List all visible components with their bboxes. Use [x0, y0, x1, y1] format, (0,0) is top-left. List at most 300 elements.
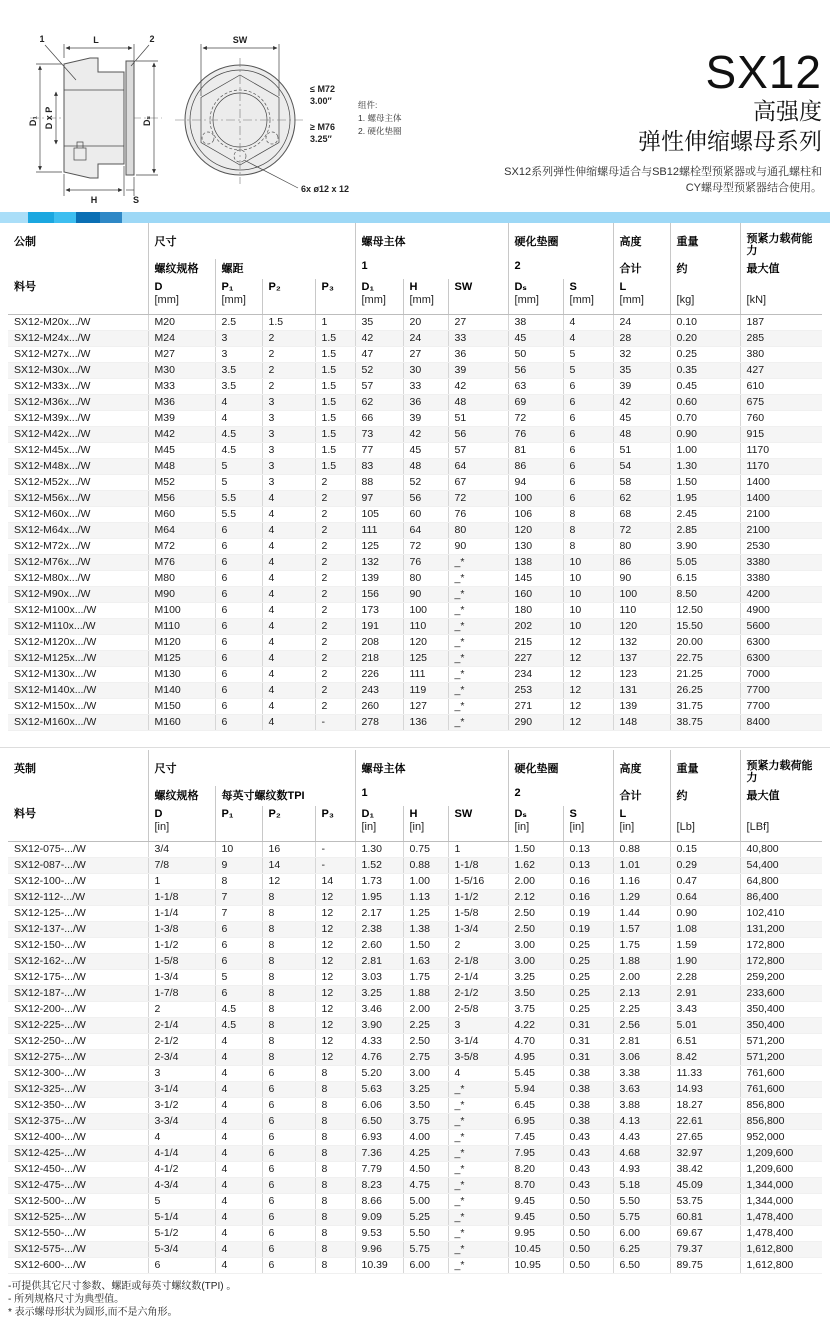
- cell: 6: [215, 938, 262, 954]
- cell: 6: [215, 635, 262, 651]
- cell: 27: [403, 347, 448, 363]
- cell: 14.93: [670, 1082, 740, 1098]
- col-header-weight: [kg]: [670, 279, 740, 315]
- cell: 1.30: [670, 459, 740, 475]
- cell: 8: [262, 1018, 315, 1034]
- cell: 8: [262, 938, 315, 954]
- part-number-cell: SX12-M110x.../W: [8, 619, 148, 635]
- cell: 2-1/4: [148, 1018, 215, 1034]
- cell: 8: [563, 523, 613, 539]
- cell: 3.00: [508, 954, 563, 970]
- cell: _*: [448, 1210, 508, 1226]
- cell: 5.00: [403, 1194, 448, 1210]
- cell: 6: [262, 1066, 315, 1082]
- cell: 26.25: [670, 683, 740, 699]
- cell: 4: [215, 1226, 262, 1242]
- cell: 0.20: [670, 331, 740, 347]
- col-header-d1: D₁ [in]: [355, 806, 403, 842]
- cell: 6: [262, 1226, 315, 1242]
- cell: 4200: [740, 587, 822, 603]
- cell: 7700: [740, 683, 822, 699]
- cell: _*: [448, 1226, 508, 1242]
- table-row: [8, 1002, 822, 1018]
- cell: _*: [448, 1146, 508, 1162]
- table-row: [8, 491, 822, 507]
- cell: 3.88: [613, 1098, 670, 1114]
- part-number-cell: SX12-M160x.../W: [8, 715, 148, 731]
- cell: 8: [315, 1162, 355, 1178]
- cell: 2.12: [508, 890, 563, 906]
- cell: 1.73: [355, 874, 403, 890]
- cell: 2.00: [508, 874, 563, 890]
- cell: 1-3/8: [148, 922, 215, 938]
- part-number-cell: SX12-M52x.../W: [8, 475, 148, 491]
- cell: 4.33: [355, 1034, 403, 1050]
- cell: 11.33: [670, 1066, 740, 1082]
- imperial-weight-sub-header: 约: [670, 786, 740, 806]
- cell: 4-1/4: [148, 1146, 215, 1162]
- footnotes: [8, 1280, 830, 1319]
- cell: 72: [403, 539, 448, 555]
- cell: 2.5: [215, 315, 262, 331]
- part-number-cell: SX12-075-.../W: [8, 842, 148, 858]
- part-number-cell: SX12-162-.../W: [8, 954, 148, 970]
- cell: 180: [508, 603, 563, 619]
- cell: 2.50: [508, 906, 563, 922]
- cell: 675: [740, 395, 822, 411]
- cell: 88: [355, 475, 403, 491]
- table-row: [8, 1194, 822, 1210]
- table-row: [8, 1226, 822, 1242]
- cell: 4900: [740, 603, 822, 619]
- cell: 97: [355, 491, 403, 507]
- cell: 0.88: [403, 858, 448, 874]
- cell: 9.45: [508, 1194, 563, 1210]
- table-row: [8, 315, 822, 331]
- cell: 4: [215, 1242, 262, 1258]
- cell: 33: [403, 379, 448, 395]
- part-number-cell: SX12-M125x.../W: [8, 651, 148, 667]
- cell: 1.5: [315, 347, 355, 363]
- cell: 6: [262, 1082, 315, 1098]
- part-number-cell: SX12-M27x.../W: [8, 347, 148, 363]
- cell: 4: [215, 1098, 262, 1114]
- cell: 3.50: [508, 986, 563, 1002]
- cell: 6: [215, 603, 262, 619]
- cell: 3: [215, 347, 262, 363]
- cell: 38: [508, 315, 563, 331]
- cell: 7700: [740, 699, 822, 715]
- size-note-le-in: 3.00″: [310, 96, 332, 106]
- part-number-cell: SX12-150-.../W: [8, 938, 148, 954]
- cell: 2-3/4: [148, 1050, 215, 1066]
- cell: 3-3/4: [148, 1114, 215, 1130]
- cell: 6: [563, 379, 613, 395]
- cell: 4: [215, 1050, 262, 1066]
- cell: 69: [508, 395, 563, 411]
- cell: 6: [215, 715, 262, 731]
- front-view: [175, 35, 349, 194]
- cell: 1.62: [508, 858, 563, 874]
- technical-drawing: [12, 28, 422, 213]
- cell: 271: [508, 699, 563, 715]
- cell: 856,800: [740, 1114, 822, 1130]
- cell: 60.81: [670, 1210, 740, 1226]
- cell: 3.03: [355, 970, 403, 986]
- cell: 4-1/2: [148, 1162, 215, 1178]
- table-row: [8, 699, 822, 715]
- cell: 53.75: [670, 1194, 740, 1210]
- dim-ds-label: Dₛ: [142, 116, 152, 126]
- cell: 4.5: [215, 1018, 262, 1034]
- table-row: [8, 571, 822, 587]
- cell: 10.45: [508, 1242, 563, 1258]
- part-number-cell: SX12-400-.../W: [8, 1130, 148, 1146]
- cell: 5: [215, 459, 262, 475]
- cell: 145: [508, 571, 563, 587]
- table-row: [8, 938, 822, 954]
- metric-preload-sub-header: 最大值: [740, 259, 822, 279]
- cell: 64,800: [740, 874, 822, 890]
- table-row: [8, 603, 822, 619]
- cell: 1170: [740, 459, 822, 475]
- cell: 139: [613, 699, 670, 715]
- cell: 8: [315, 1242, 355, 1258]
- page-title: SX12: [705, 46, 822, 98]
- cell: 2: [315, 651, 355, 667]
- cell: _*: [448, 667, 508, 683]
- cell: _*: [448, 683, 508, 699]
- dim-s-label: S: [132, 195, 140, 205]
- cell: M60: [148, 507, 215, 523]
- table-row: [8, 507, 822, 523]
- cell: 12: [315, 954, 355, 970]
- col-header-part-number: 料号: [8, 279, 148, 315]
- part-number-cell: SX12-M72x.../W: [8, 539, 148, 555]
- cell: 111: [355, 523, 403, 539]
- cell: 8: [262, 1050, 315, 1066]
- cell: 72: [448, 491, 508, 507]
- cell: 1.38: [403, 922, 448, 938]
- cell: 0.25: [563, 1002, 613, 1018]
- cell: 1-7/8: [148, 986, 215, 1002]
- cell: 6: [262, 1114, 315, 1130]
- imperial-thread-spec-header: 螺纹规格: [148, 786, 215, 806]
- cell: _*: [448, 651, 508, 667]
- cell: 32.97: [670, 1146, 740, 1162]
- cell: 6: [215, 699, 262, 715]
- cell: 120: [613, 619, 670, 635]
- cell: _*: [448, 1114, 508, 1130]
- dim-h-label: H: [90, 195, 98, 205]
- cell: 5.63: [355, 1082, 403, 1098]
- table-row: [8, 1050, 822, 1066]
- cell: 12: [315, 1034, 355, 1050]
- cell: 76: [448, 507, 508, 523]
- cell: 8: [315, 1226, 355, 1242]
- cell: 100: [403, 603, 448, 619]
- cell: M140: [148, 683, 215, 699]
- cell: 80: [448, 523, 508, 539]
- cell: 4.5: [215, 427, 262, 443]
- cell: 172,800: [740, 954, 822, 970]
- cell: 1-1/8: [148, 890, 215, 906]
- cell: 0.19: [563, 922, 613, 938]
- cell: 3: [262, 427, 315, 443]
- cell: 36: [448, 347, 508, 363]
- cell: 22.75: [670, 651, 740, 667]
- cell: 3.06: [613, 1050, 670, 1066]
- footnote-other-sizes: -可提供其它尺寸参数、螺距或每英寸螺纹数(TPI) 。: [8, 1281, 237, 1292]
- cell: 3-1/4: [148, 1082, 215, 1098]
- cell: 3.25: [355, 986, 403, 1002]
- cell: 8: [262, 890, 315, 906]
- cell: 8400: [740, 715, 822, 731]
- cell: 90: [613, 571, 670, 587]
- metric-table-body: [8, 315, 822, 731]
- cell: 3.38: [613, 1066, 670, 1082]
- cell: 1.5: [315, 427, 355, 443]
- size-note-le: ≤ M72: [310, 84, 335, 94]
- part-number-cell: SX12-300-.../W: [8, 1066, 148, 1082]
- part-number-cell: SX12-M42x.../W: [8, 427, 148, 443]
- cell: 3.25: [403, 1082, 448, 1098]
- cell: 12: [315, 890, 355, 906]
- cell: 0.16: [563, 890, 613, 906]
- cell: 10.95: [508, 1258, 563, 1274]
- cell: 10: [563, 603, 613, 619]
- part-number-cell: SX12-087-.../W: [8, 858, 148, 874]
- table-row: [8, 411, 822, 427]
- table-row: [8, 1258, 822, 1274]
- cell: 5.25: [403, 1210, 448, 1226]
- cell: 127: [403, 699, 448, 715]
- cell: 5.5: [215, 491, 262, 507]
- cell: 6: [215, 555, 262, 571]
- cell: 54: [613, 459, 670, 475]
- cell: 12: [563, 683, 613, 699]
- cell: 1.57: [613, 922, 670, 938]
- table-row: [8, 1114, 822, 1130]
- cell: 28: [613, 331, 670, 347]
- cell: 8: [262, 906, 315, 922]
- cell: 8: [315, 1082, 355, 1098]
- table-row: [8, 1098, 822, 1114]
- cell: 571,200: [740, 1050, 822, 1066]
- cell: 278: [355, 715, 403, 731]
- cell: 4: [215, 1146, 262, 1162]
- cell: 12: [262, 874, 315, 890]
- cell: 42: [613, 395, 670, 411]
- cell: 80: [613, 539, 670, 555]
- cell: 4: [215, 1162, 262, 1178]
- cell: 1.75: [613, 938, 670, 954]
- cell: 4.75: [403, 1178, 448, 1194]
- cell: 69.67: [670, 1226, 740, 1242]
- cell: 3-1/4: [448, 1034, 508, 1050]
- metric-nut-body-group-header: 螺母主体: [355, 223, 508, 259]
- part-number-cell: SX12-M150x.../W: [8, 699, 148, 715]
- cell: 3-5/8: [448, 1050, 508, 1066]
- cell: 21.25: [670, 667, 740, 683]
- cell: 12.50: [670, 603, 740, 619]
- cell: 0.25: [563, 954, 613, 970]
- cell: 6: [215, 667, 262, 683]
- cell: 3.46: [355, 1002, 403, 1018]
- cell: 1.63: [403, 954, 448, 970]
- cell: 8: [315, 1146, 355, 1162]
- cell: M110: [148, 619, 215, 635]
- imperial-section: [0, 747, 830, 1274]
- cell: 64: [448, 459, 508, 475]
- cell: 1.5: [262, 315, 315, 331]
- cell: 6: [262, 1242, 315, 1258]
- col-header-s: S [in]: [563, 806, 613, 842]
- cell: 125: [355, 539, 403, 555]
- cell: 3.00: [403, 1066, 448, 1082]
- imperial-height-sub-header: 合计: [613, 786, 670, 806]
- cell: 1.95: [355, 890, 403, 906]
- cell: 90: [448, 539, 508, 555]
- cell: 1400: [740, 491, 822, 507]
- size-note-ge-in: 3.25″: [310, 134, 332, 144]
- cell: 6: [563, 411, 613, 427]
- col-header-sw: SW: [448, 279, 508, 315]
- cell: M100: [148, 603, 215, 619]
- cell: 40,800: [740, 842, 822, 858]
- cell: 4: [262, 555, 315, 571]
- cell: 0.35: [670, 363, 740, 379]
- cell: 4.00: [403, 1130, 448, 1146]
- cell: 1,344,000: [740, 1194, 822, 1210]
- cell: 915: [740, 427, 822, 443]
- cell: 6.50: [613, 1258, 670, 1274]
- table-row: [8, 1066, 822, 1082]
- cell: 86: [508, 459, 563, 475]
- cell: 0.50: [563, 1194, 613, 1210]
- cell: 48: [613, 427, 670, 443]
- cell: 7.36: [355, 1146, 403, 1162]
- cell: 0.50: [563, 1258, 613, 1274]
- part-number-cell: SX12-200-.../W: [8, 1002, 148, 1018]
- cell: 5.50: [403, 1226, 448, 1242]
- cell: 4: [563, 331, 613, 347]
- cell: 259,200: [740, 970, 822, 986]
- cell: 2100: [740, 523, 822, 539]
- cell: 0.70: [670, 411, 740, 427]
- cell: 285: [740, 331, 822, 347]
- cell: M24: [148, 331, 215, 347]
- cell: 4: [215, 1258, 262, 1274]
- col-header-p3: P₃: [315, 279, 355, 315]
- cell: 12: [315, 1002, 355, 1018]
- dim-sw-label: SW: [232, 35, 248, 45]
- cell: 6300: [740, 635, 822, 651]
- cell: 0.13: [563, 858, 613, 874]
- cell: 3: [262, 475, 315, 491]
- cell: 1-1/4: [148, 906, 215, 922]
- table-row: [8, 922, 822, 938]
- cell: 2.25: [613, 1002, 670, 1018]
- cell: 3: [262, 411, 315, 427]
- cell: 2: [315, 491, 355, 507]
- part-number-cell: SX12-550-.../W: [8, 1226, 148, 1242]
- cell: 4.5: [215, 443, 262, 459]
- cell: 0.38: [563, 1114, 613, 1130]
- cell: 66: [355, 411, 403, 427]
- cell: 6: [215, 922, 262, 938]
- cell: _*: [448, 699, 508, 715]
- cell: 2-1/2: [448, 986, 508, 1002]
- cell: 350,400: [740, 1018, 822, 1034]
- metric-blank-header: [8, 259, 148, 279]
- cell: 24: [613, 315, 670, 331]
- series-description: [422, 164, 822, 196]
- nut-drawing-svg: [12, 28, 422, 208]
- cell: 0.90: [670, 906, 740, 922]
- cell: 1.5: [315, 379, 355, 395]
- cell: 6: [215, 986, 262, 1002]
- table-row: [8, 475, 822, 491]
- cell: 233,600: [740, 986, 822, 1002]
- cell: 64: [403, 523, 448, 539]
- cell: 8.50: [670, 587, 740, 603]
- cell: 42: [448, 379, 508, 395]
- table-row: [8, 1146, 822, 1162]
- cell: 1: [148, 874, 215, 890]
- cell: 136: [403, 715, 448, 731]
- cell: 56: [508, 363, 563, 379]
- part-number-cell: SX12-575-.../W: [8, 1242, 148, 1258]
- cell: 1.88: [403, 986, 448, 1002]
- table-row: [8, 986, 822, 1002]
- page-subtitle-series: 弹性伸缩螺母系列: [638, 128, 822, 154]
- cell: 6: [215, 619, 262, 635]
- cell: 3.43: [670, 1002, 740, 1018]
- imperial-nut-body-group-header: 螺母主体: [355, 750, 508, 786]
- cell: 2: [315, 667, 355, 683]
- cell: 1.44: [613, 906, 670, 922]
- cell: 0.31: [563, 1034, 613, 1050]
- cell: 0.45: [670, 379, 740, 395]
- table-row: [8, 619, 822, 635]
- cell: _*: [448, 619, 508, 635]
- cell: 18.27: [670, 1098, 740, 1114]
- cell: 35: [355, 315, 403, 331]
- cell: 260: [355, 699, 403, 715]
- cell: 2: [448, 938, 508, 954]
- cell: 6: [262, 1130, 315, 1146]
- cell: 16: [262, 842, 315, 858]
- cell: 120: [403, 635, 448, 651]
- cell: 8: [563, 507, 613, 523]
- cell: 2: [262, 331, 315, 347]
- imperial-nut-body-number: 1: [355, 786, 508, 806]
- cell: 1170: [740, 443, 822, 459]
- cell: 6.50: [355, 1114, 403, 1130]
- part-number-cell: SX12-M90x.../W: [8, 587, 148, 603]
- cell: 2.45: [670, 507, 740, 523]
- part-number-cell: SX12-M39x.../W: [8, 411, 148, 427]
- imperial-preload-group-header: 预紧力载荷能力: [740, 750, 822, 786]
- cell: 6: [215, 571, 262, 587]
- cell: 3.90: [355, 1018, 403, 1034]
- cell: 8.42: [670, 1050, 740, 1066]
- cell: 3.75: [403, 1114, 448, 1130]
- cell: 131,200: [740, 922, 822, 938]
- cell: 123: [613, 667, 670, 683]
- col-header-sw: SW: [448, 806, 508, 842]
